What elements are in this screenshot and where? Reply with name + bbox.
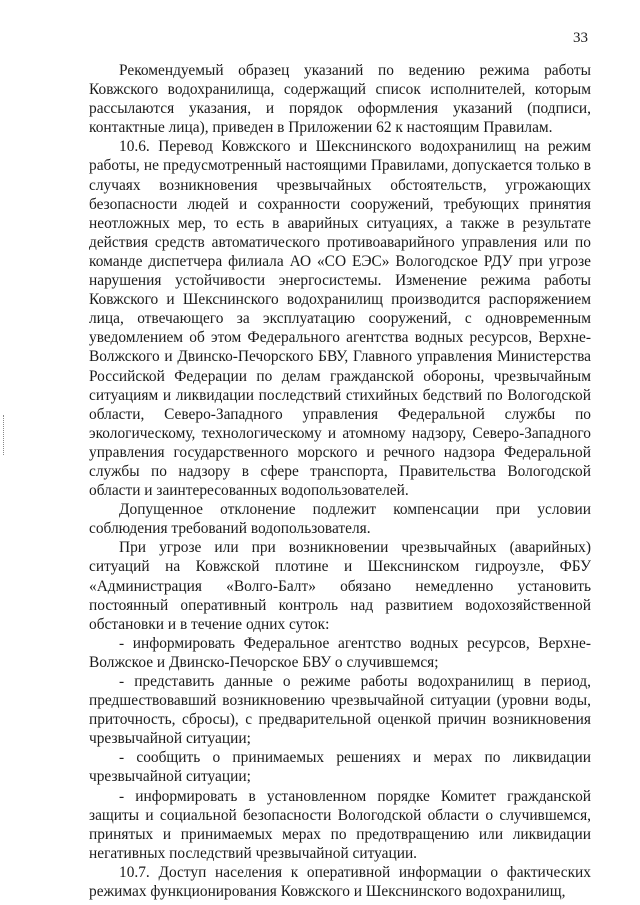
paragraph-recommended-sample: Рекомендуемый образец указаний по ведению режима работы Ковжского водохранилища, содержащий список исполнителей, которым рассылаются указания, и порядок оформления указаний (подписи, контактные лица), приведен в Приложении 62 к настоящим Правилам. bbox=[89, 62, 591, 137]
list-item-inform-committee: - информировать в установленном порядке Комитет гражданской защиты и социальной безопасности Вологодской области о случившемся, принятых и принимаемых мерах по предотвращению или ликвидации негативных последствий чрезвычайной ситуации. bbox=[89, 787, 591, 862]
paragraph-10-7: 10.7. Доступ населения к оперативной информации о фактических режимах функционирования Ковжского и Шекснинского водохранилищ, bbox=[89, 863, 591, 901]
margin-mark bbox=[3, 415, 7, 455]
paragraph-deviation-compensation: Допущенное отклонение подлежит компенсации при условии соблюдения требований водопользователя. bbox=[89, 501, 591, 538]
list-item-inform-agency: - информировать Федеральное агентство водных ресурсов, Верхне-Волжское и Двинско-Печорское БВУ о случившемся; bbox=[89, 634, 591, 671]
paragraph-10-6: 10.6. Перевод Ковжского и Шекснинского водохранилищ на режим работы, не предусмотренный настоящими Правилами, допускается только в случаях возникновения чрезвычайных обстоятельств, угрожающих безопасности людей и сохранности сооружений, требующих принятия неотложных мер, то есть в аварийных ситуациях, а также в результате действия средств автоматического противоаварийного управления или по команде диспетчера филиала АО «СО ЕЭС» Вологодское РДУ при угрозе нарушения устойчивости энергосистемы. Изменение режима работы Ковжского и Шекснинского водохранилищ производится распоряжением лица, отвечающего за эксплуатацию сооружений, с одновременным уведомлением об этом Федерального агентства водных ресурсов, Верхне-Волжского и Двинско-Печорского БВУ, Главного управления Министерства Российской Федерации по делам гражданской обороны, чрезвычайным ситуациям и ликвидации последствий стихийных бедствий по Вологодской области, Северо-Западного управления Федеральной службы по экологическому, технологическому и атомному надзору, Северо-Западного управления государственного морского и речного надзора Федеральной службы по надзору в сфере транспорта, Правительства Вологодской области и заинтересованных водопользователей. bbox=[89, 138, 591, 500]
list-item-submit-data: - представить данные о режиме работы водохранилищ в период, предшествовавший возникновению чрезвычайной ситуации (уровни воды, приточность, сбросы), с предварительной оценкой причин возникновения чрезвычайной ситуации; bbox=[89, 673, 591, 748]
paragraph-emergency-threat: При угрозе или при возникновении чрезвычайных (аварийных) ситуаций на Ковжской плотине и Шекснинском гидроузле, ФБУ «Администрация «Волго-Балт» обязано немедленно установить постоянный оперативный контроль над развитием водохозяйственной обстановки и в течение одних суток: bbox=[89, 539, 591, 633]
list-item-report-decisions: - сообщить о принимаемых решениях и мерах по ликвидации чрезвычайной ситуации; bbox=[89, 749, 591, 786]
document-body bbox=[89, 61, 591, 901]
page-number: 33 bbox=[573, 30, 588, 46]
